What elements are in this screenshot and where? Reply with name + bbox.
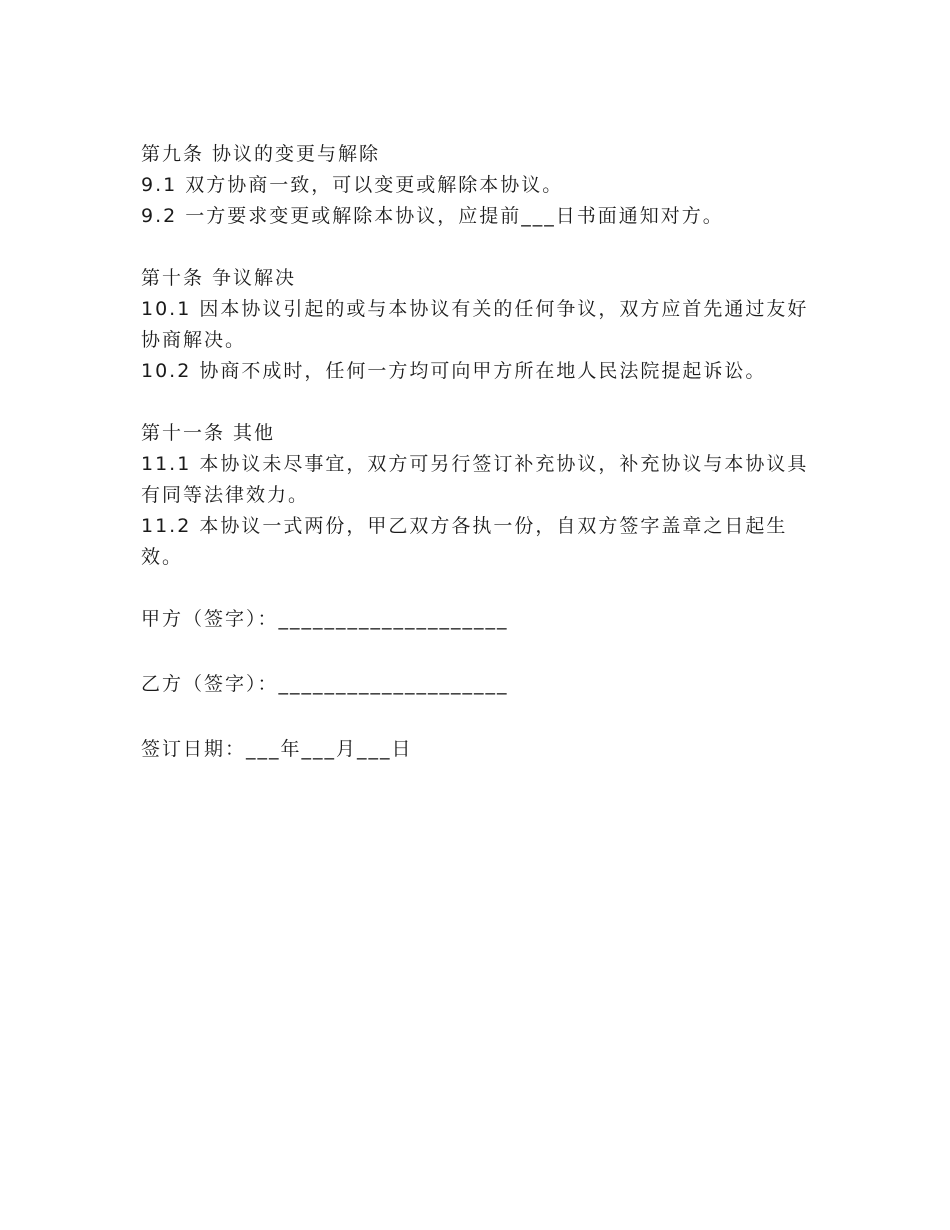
- section-heading: 第九条 协议的变更与解除: [141, 143, 381, 165]
- section-article-11: [141, 418, 811, 573]
- section-heading: 第十一条 其他: [141, 422, 276, 444]
- section-article-9: [141, 139, 811, 232]
- signature-block: [141, 604, 811, 765]
- section-article-10: [141, 263, 811, 387]
- document-body: [141, 139, 811, 799]
- clause-9-2: 9.2 一方要求变更或解除本协议，应提前___日书面通知对方。: [141, 205, 724, 227]
- party-b-signature-field[interactable]: 乙方（签字）：____________________: [141, 673, 509, 695]
- section-heading: 第十条 争议解决: [141, 267, 297, 289]
- clause-10-2: 10.2 协商不成时，任何一方均可向甲方所在地人民法院提起诉讼。: [141, 360, 767, 382]
- signing-date-field[interactable]: 签订日期：___年___月___日: [141, 738, 413, 760]
- clause-11-1: 11.1 本协议未尽事宜，双方可另行签订补充协议，补充协议与本协议具有同等法律效力。: [141, 453, 809, 506]
- clause-10-1: 10.1 因本协议引起的或与本协议有关的任何争议，双方应首先通过友好协商解决。: [141, 298, 809, 351]
- party-a-signature-field[interactable]: 甲方（签字）：____________________: [141, 608, 509, 630]
- clause-11-2: 11.2 本协议一式两份，甲乙双方各执一份，自双方签字盖章之日起生效。: [141, 515, 788, 568]
- clause-9-1: 9.1 双方协商一致，可以变更或解除本协议。: [141, 174, 564, 196]
